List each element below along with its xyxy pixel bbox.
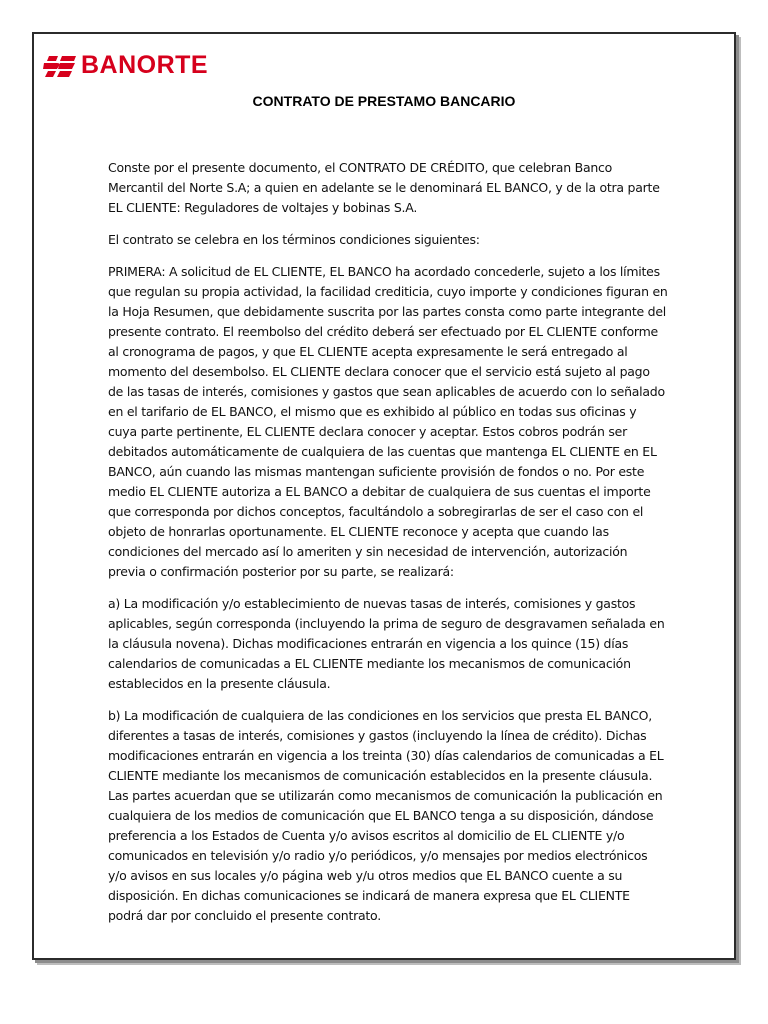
document-title: CONTRATO DE PRESTAMO BANCARIO [252,93,516,109]
paragraph-clause-a: a) La modificación y/o establecimiento de nuevas tasas de interés, comisiones y gastos aplicables, según corresponda (incluyendo la prima de seguro de desgravamen señalada en la cláusula novena). Dichas modificaciones entrarán en vigencia a los quince (15) días calendarios de comunicadas a EL CLIENTE mediante los mecanismos de comunicación establecidos en la presente cláusula. [108,596,665,691]
brand-name: BANORTE [81,51,209,79]
paragraph-intro: Conste por el presente documento, el CONTRATO DE CRÉDITO, que celebran Banco Mercantil del Norte S.A; a quien en adelante se le denominará EL BANCO, y de la otra parte EL CLIENTE: Reguladores de voltajes y bobinas S.A. [108,160,660,215]
banorte-logo [42,53,208,78]
banorte-logo-icon [42,54,80,78]
document-page [32,32,736,960]
paragraph-clause-b: b) La modificación de cualquiera de las condiciones en los servicios que presta EL BANCO, diferentes a tasas de interés, comisiones y gastos (incluyendo la línea de crédito). Dichas modificaciones entrarán en vigencia a los treinta (30) días calendarios de comunicadas a EL CLIENTE mediante los mecanismos de comunicación establecidos en la presente cláusula. Las partes acuerdan que se utilizarán como mecanismos de comunicación la publicación en cualquiera de los medios de comunicación que EL BANCO tenga a su disposición, dándose preferencia a los Estados de Cuenta y/o avisos escritos al domicilio de EL CLIENTE y/o comunicados en televisión y/o radio y/o periódicos, y/o mensajes por medios electrónicos y/o avisos en sus locales y/o página web y/u otros medios que EL BANCO cuente a su disposición. En dichas comunicaciones se indicará de manera expresa que EL CLIENTE podrá dar por concluido el presente contrato. [108,708,664,923]
paragraph-terms-intro: El contrato se celebra en los términos condiciones siguientes: [108,232,480,247]
document-body [108,158,668,938]
paragraph-primera: PRIMERA: A solicitud de EL CLIENTE, EL BANCO ha acordado concederle, sujeto a los límites que regulan su propia actividad, la facilidad crediticia, cuyo importe y condiciones figuran en la Hoja Resumen, que debidamente suscrita por las partes consta como parte integrante del presente contrato. El reembolso del crédito deberá ser efectuado por EL CLIENTE conforme al cronograma de pagos, y que EL CLIENTE acepta expresamente le será entregado al momento del desembolso. EL CLIENTE declara conocer que el servicio está sujeto al pago de las tasas de interés, comisiones y gastos que sean aplicables de acuerdo con lo señalado en el tarifario de EL BANCO, el mismo que es exhibido al público en todas sus oficinas y cuya parte pertinente, EL CLIENTE declara conocer y aceptar. Estos cobros podrán ser debitados automáticamente de cualquiera de las cuentas que mantenga EL CLIENTE en EL BANCO, aún cuando las mismas mantengan suficiente provisión de fondos o no. Por este medio EL CLIENTE autoriza a EL BANCO a debitar de cualquiera de sus cuentas el importe que corresponda por dichos conceptos, facultándolo a sobregirarlas de ser el caso con el objeto de honrarlas oportunamente. EL CLIENTE reconoce y acepta que cuando las condiciones del mercado así lo ameriten y sin necesidad de intervención, autorización previa o confirmación posterior por su parte, se realizará: [108,264,668,579]
